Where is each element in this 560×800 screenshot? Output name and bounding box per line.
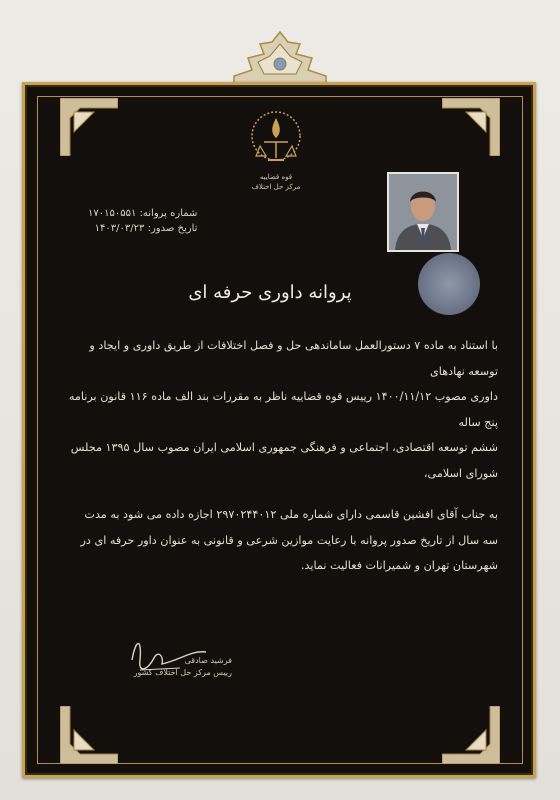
emblem-caption-bottom: مرکز حل اختلاف [251,183,301,191]
corner-ornament [60,706,118,764]
body-line: سه سال از تاریخ صدور پروانه با رعایت موازین شرعی و قانونی به عنوان داور حرفه ای در [80,533,498,547]
signatory-role: رییس مرکز حل اختلاف کشور [133,668,232,677]
signature-block [120,655,232,679]
corner-ornament [60,98,118,156]
issue-date-label: تاریخ صدور: [147,223,198,234]
portrait-photo [387,172,459,252]
signatory-name: فرشید صادقی [184,656,232,665]
license-number-label: شماره پروانه: [139,208,198,219]
corner-ornament [442,98,500,156]
emblem-caption-top: قوه قضاییه [259,173,293,181]
certificate-body [58,333,498,579]
body-line: به جناب آقای افشین قاسمی دارای شماره ملی ۲۹۷۰۲۴۴۰۱۲ اجازه داده می شود به مدت [84,508,498,521]
body-line: با استناد به ماده ۷ دستورالعمل ساماندهی حل و فصل اختلافات از طریق داوری و ایجاد و توسعه نهادهای [89,339,498,378]
body-line: ششم توسعه اقتصادی، اجتماعی و فرهنگی جمهوری اسلامی ایران مصوب سال ۱۳۹۵ مجلس شورای اسلامی، [70,441,498,480]
certificate-title: پروانه داوری حرفه ای [188,282,352,303]
issue-date-row [88,221,197,236]
license-meta [88,206,197,236]
body-line: داوری مصوب ۱۴۰۰/۱۱/۱۲ رییس قوه قضاییه ناظر به مقررات بند الف ماده ۱۱۶ قانون برنامه پنج ساله [68,390,498,429]
corner-ornament [442,706,500,764]
issue-date-value: ۱۴۰۳/۰۳/۲۳ [94,223,145,234]
license-number-row [88,206,197,221]
official-seal [418,253,480,315]
emblem-caption [236,172,316,192]
license-number-value: ۱۷۰۱۵۰۵۵۱ [88,208,137,219]
body-line: شهرستان تهران و شمیرانات فعالیت نماید. [300,559,498,572]
person-portrait-icon [389,174,457,250]
